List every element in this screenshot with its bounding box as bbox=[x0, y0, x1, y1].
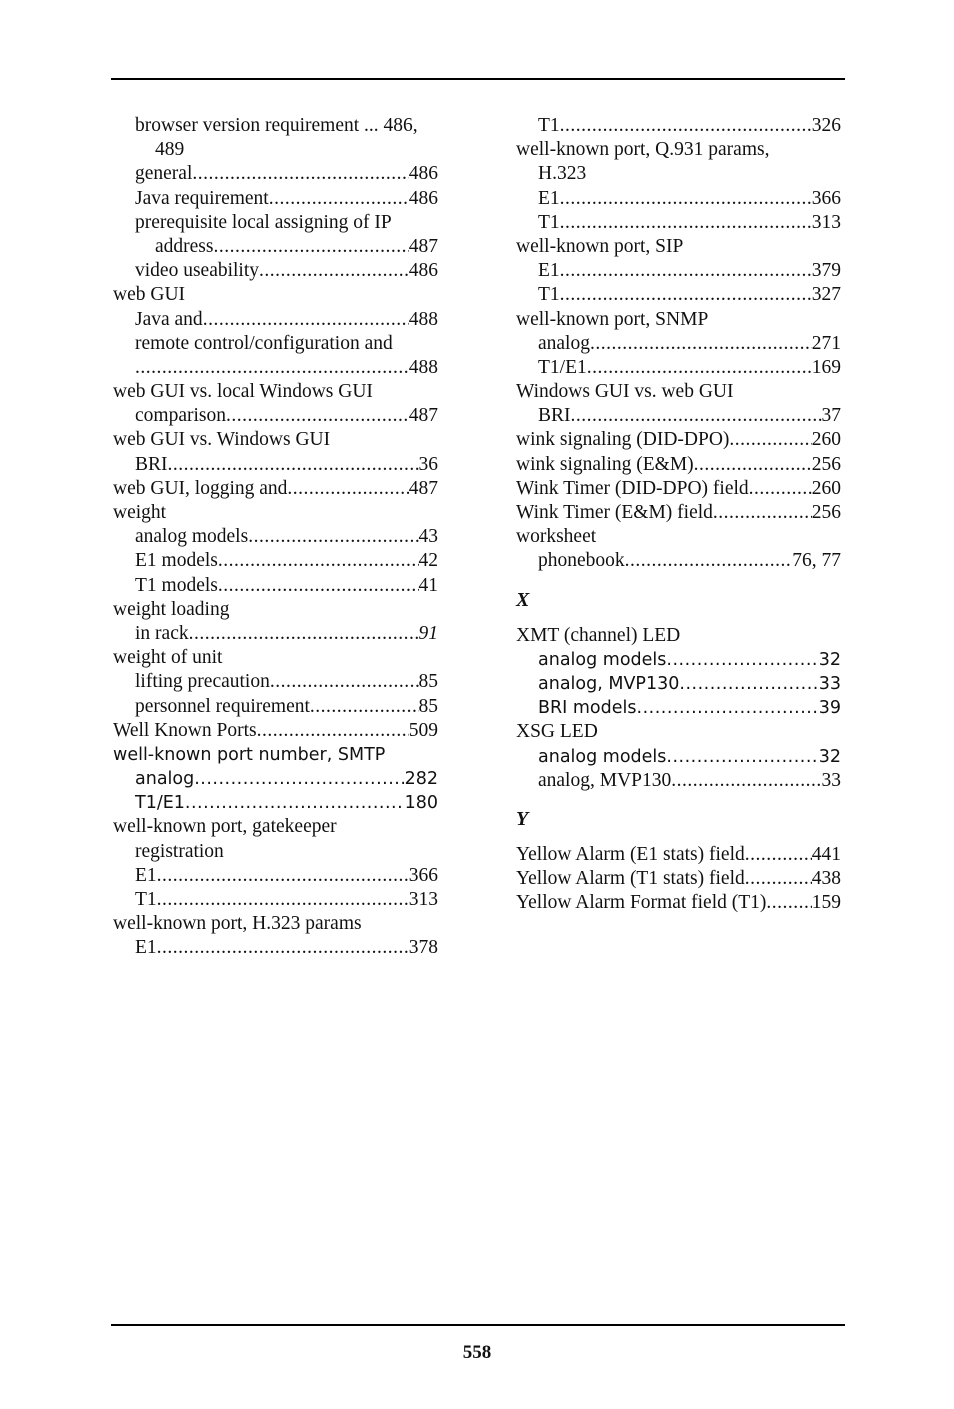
index-entry bbox=[516, 477, 841, 501]
index-entry bbox=[113, 453, 438, 477]
dot-leader bbox=[729, 428, 811, 452]
dot-leader bbox=[560, 211, 812, 235]
page-reference: 487 bbox=[408, 235, 438, 257]
page-reference: 85 bbox=[418, 671, 438, 693]
index-term: address bbox=[155, 235, 214, 257]
dot-leader bbox=[259, 259, 409, 283]
index-term: analog, MVP130 bbox=[538, 673, 680, 694]
index-entry bbox=[113, 670, 438, 694]
dot-leader bbox=[745, 843, 812, 867]
top-rule bbox=[111, 78, 845, 80]
page-reference: 85 bbox=[418, 695, 438, 717]
index-term: Wink Timer (E&M) field bbox=[516, 502, 713, 523]
index-entry: registration bbox=[135, 840, 224, 862]
dot-leader bbox=[218, 574, 419, 598]
index-entry bbox=[516, 283, 841, 307]
index-entry bbox=[516, 404, 841, 428]
index-term: T1 bbox=[538, 211, 560, 233]
dot-leader bbox=[560, 114, 812, 138]
index-term: video useability bbox=[135, 260, 260, 282]
page-reference: 43 bbox=[418, 526, 438, 548]
page-reference: 487 bbox=[408, 405, 438, 427]
index-term: analog models bbox=[538, 649, 667, 670]
index-term: analog models bbox=[538, 746, 667, 767]
dot-leader bbox=[679, 672, 818, 696]
dot-leader bbox=[226, 404, 409, 428]
index-entry bbox=[516, 745, 841, 769]
index-entry: remote control/configuration and bbox=[135, 332, 393, 354]
page-reference: 313 bbox=[811, 211, 841, 233]
dot-leader bbox=[590, 332, 812, 356]
page-reference: 180 bbox=[404, 793, 438, 814]
dot-leader bbox=[625, 549, 793, 573]
index-entry: browser version requirement ... 486, bbox=[135, 115, 418, 136]
index-entry bbox=[516, 187, 841, 211]
page-reference: 486 bbox=[408, 187, 438, 209]
index-entry bbox=[113, 719, 438, 743]
page-reference: 271 bbox=[811, 332, 841, 354]
dot-leader bbox=[203, 308, 409, 332]
index-entry: weight of unit bbox=[113, 647, 223, 669]
index-term: comparison bbox=[135, 405, 226, 427]
page-reference: 313 bbox=[408, 889, 438, 910]
page-reference: 41 bbox=[418, 574, 438, 596]
index-column-right bbox=[516, 114, 841, 915]
index-term: wink signaling (E&M) bbox=[516, 453, 694, 475]
dot-leader bbox=[560, 187, 812, 211]
dot-leader bbox=[560, 283, 812, 307]
page-reference: 327 bbox=[811, 284, 841, 306]
page-reference: 260 bbox=[811, 429, 841, 451]
index-entry bbox=[516, 356, 841, 380]
page-reference: 159 bbox=[811, 892, 841, 914]
page-reference: 39 bbox=[818, 698, 841, 719]
index-entry: well-known port, Q.931 params, bbox=[516, 139, 770, 161]
index-entry bbox=[516, 114, 841, 138]
page-reference: 378 bbox=[408, 937, 438, 959]
index-term: E1 models bbox=[135, 550, 218, 572]
index-entry: weight loading bbox=[113, 598, 230, 620]
dot-leader bbox=[671, 769, 821, 793]
index-entry: web GUI vs. local Windows GUI bbox=[113, 381, 373, 403]
dot-leader bbox=[189, 622, 419, 646]
index-entry: well-known port number, SMTP bbox=[113, 744, 386, 765]
dot-leader bbox=[157, 936, 409, 960]
index-term: T1 bbox=[135, 889, 157, 910]
index-term: Well Known Ports bbox=[113, 719, 257, 741]
index-term: BRI models bbox=[538, 698, 637, 719]
index-entry bbox=[113, 477, 438, 501]
dot-leader bbox=[666, 648, 818, 672]
dot-leader bbox=[560, 259, 812, 283]
dot-leader bbox=[571, 404, 822, 428]
dot-leader bbox=[192, 162, 408, 186]
index-entry: web GUI bbox=[113, 284, 186, 306]
index-term: Yellow Alarm (E1 stats) field bbox=[516, 843, 745, 865]
index-entry bbox=[516, 332, 841, 356]
index-term: Wink Timer (DID-DPO) field bbox=[516, 477, 749, 499]
index-entry: weight bbox=[113, 502, 167, 523]
index-term: in rack bbox=[135, 622, 189, 644]
index-entry: H.323 bbox=[538, 163, 587, 185]
page-reference: 487 bbox=[408, 477, 438, 499]
page-reference: 366 bbox=[811, 187, 841, 209]
dot-leader bbox=[694, 453, 812, 477]
page-reference: 488 bbox=[408, 356, 438, 378]
index-term: BRI bbox=[135, 453, 168, 475]
index-entry bbox=[113, 936, 438, 960]
page-reference: 33 bbox=[821, 769, 841, 791]
index-entry: well-known port, H.323 params bbox=[113, 913, 362, 935]
page-reference: 256 bbox=[811, 453, 841, 475]
dot-leader bbox=[185, 791, 405, 815]
dot-leader bbox=[310, 695, 419, 719]
index-entry: worksheet bbox=[516, 526, 597, 548]
index-term: analog bbox=[538, 332, 590, 354]
index-entry: XSG LED bbox=[516, 721, 598, 743]
index-term: T1 bbox=[538, 284, 560, 306]
index-entry bbox=[113, 549, 438, 573]
index-entry bbox=[516, 549, 841, 573]
page-reference: 509 bbox=[408, 719, 438, 741]
dot-leader bbox=[157, 864, 409, 888]
dot-leader bbox=[168, 453, 419, 477]
index-term: general bbox=[135, 163, 193, 185]
section-letter: Y bbox=[516, 807, 529, 830]
page-reference: 32 bbox=[818, 746, 841, 767]
page-reference: 42 bbox=[418, 550, 438, 572]
index-entry bbox=[113, 259, 438, 283]
index-term: analog bbox=[135, 769, 195, 790]
page-reference: 33 bbox=[818, 673, 841, 694]
index-term: web GUI, logging and bbox=[113, 477, 288, 499]
index-entry bbox=[113, 767, 438, 791]
index-term: personnel requirement bbox=[135, 695, 310, 717]
page-reference: 91 bbox=[418, 622, 438, 644]
dot-leader bbox=[713, 501, 812, 525]
index-entry bbox=[516, 843, 841, 867]
bottom-rule bbox=[111, 1324, 845, 1326]
dot-leader bbox=[637, 696, 819, 720]
page-reference: 441 bbox=[811, 843, 841, 865]
dot-leader bbox=[194, 767, 404, 791]
index-entry bbox=[516, 696, 841, 720]
index-entry: web GUI vs. Windows GUI bbox=[113, 429, 331, 451]
index-entry: well-known port, SNMP bbox=[516, 308, 709, 330]
dot-leader bbox=[766, 891, 811, 915]
dot-leader bbox=[749, 477, 812, 501]
index-entry: Windows GUI vs. web GUI bbox=[516, 381, 734, 403]
index-term: E1 bbox=[538, 260, 560, 282]
index-entry bbox=[113, 404, 438, 428]
dot-leader bbox=[269, 187, 409, 211]
dot-leader bbox=[745, 867, 812, 891]
index-term: Yellow Alarm (T1 stats) field bbox=[516, 868, 745, 890]
index-entry bbox=[113, 162, 438, 186]
index-entry bbox=[113, 525, 438, 549]
index-term: wink signaling (DID-DPO) bbox=[516, 429, 730, 451]
page-reference: 32 bbox=[818, 649, 841, 670]
index-entry bbox=[113, 574, 438, 598]
index-entry: prerequisite local assigning of IP bbox=[135, 211, 392, 233]
index-term: Java requirement bbox=[135, 187, 269, 209]
dot-leader bbox=[287, 477, 408, 501]
index-entry bbox=[516, 501, 841, 525]
page-reference: 379 bbox=[811, 260, 841, 282]
page-reference: 326 bbox=[811, 115, 841, 136]
page-reference: 260 bbox=[811, 477, 841, 499]
dot-leader bbox=[135, 356, 409, 380]
index-entry: XMT (channel) LED bbox=[516, 624, 681, 646]
index-term: E1 bbox=[538, 187, 560, 209]
index-entry bbox=[516, 769, 841, 793]
dot-leader bbox=[587, 356, 812, 380]
page-reference: 37 bbox=[821, 405, 841, 427]
index-column-left bbox=[113, 114, 438, 961]
dot-leader bbox=[157, 888, 409, 912]
index-entry bbox=[516, 259, 841, 283]
page-number: 558 bbox=[462, 1342, 492, 1363]
index-entry bbox=[516, 867, 841, 891]
index-term: Yellow Alarm Format field (T1) bbox=[516, 892, 767, 914]
index-entry bbox=[113, 888, 438, 912]
index-term: Java and bbox=[135, 308, 203, 330]
dot-leader bbox=[270, 670, 419, 694]
index-entry bbox=[113, 187, 438, 211]
index-entry: 489 bbox=[155, 139, 185, 161]
page-reference: 486 bbox=[408, 163, 438, 185]
dot-leader bbox=[666, 745, 818, 769]
index-entry bbox=[113, 622, 438, 646]
index-term: T1/E1 bbox=[538, 356, 587, 378]
page-reference: 76, 77 bbox=[792, 550, 841, 572]
index-term: T1 models bbox=[135, 574, 218, 596]
index-entry bbox=[516, 211, 841, 235]
page-reference: 488 bbox=[408, 308, 438, 330]
page-reference: 169 bbox=[811, 356, 841, 378]
page-reference: 486 bbox=[408, 260, 438, 282]
index-entry: well-known port, SIP bbox=[516, 235, 684, 257]
index-term: E1 bbox=[135, 937, 157, 959]
index-entry bbox=[113, 695, 438, 719]
index-entry bbox=[516, 453, 841, 477]
dot-leader bbox=[213, 235, 408, 259]
dot-leader bbox=[257, 719, 409, 743]
index-entry bbox=[113, 864, 438, 888]
page-reference: 438 bbox=[811, 868, 841, 890]
index-entry bbox=[113, 356, 438, 380]
index-term: E1 bbox=[135, 864, 157, 886]
page-reference: 366 bbox=[408, 864, 438, 886]
index-term: analog models bbox=[135, 526, 249, 548]
index-entry bbox=[516, 672, 841, 696]
index-entry bbox=[113, 235, 438, 259]
page-reference: 282 bbox=[404, 769, 438, 790]
index-term: lifting precaution bbox=[135, 671, 270, 693]
index-term: phonebook bbox=[538, 550, 625, 572]
index-term: T1/E1 bbox=[135, 793, 185, 814]
index-entry bbox=[516, 428, 841, 452]
page-reference: 256 bbox=[811, 502, 841, 523]
dot-leader bbox=[248, 525, 418, 549]
dot-leader bbox=[218, 549, 419, 573]
page-reference: 36 bbox=[418, 453, 438, 475]
index-term: analog, MVP130 bbox=[538, 769, 672, 791]
index-term: BRI bbox=[538, 405, 571, 427]
index-entry: well-known port, gatekeeper bbox=[113, 816, 337, 838]
index-entry bbox=[516, 648, 841, 672]
section-letter: X bbox=[516, 588, 530, 611]
index-entry bbox=[113, 791, 438, 815]
index-entry bbox=[113, 308, 438, 332]
index-entry bbox=[516, 891, 841, 915]
index-term: T1 bbox=[538, 115, 560, 136]
